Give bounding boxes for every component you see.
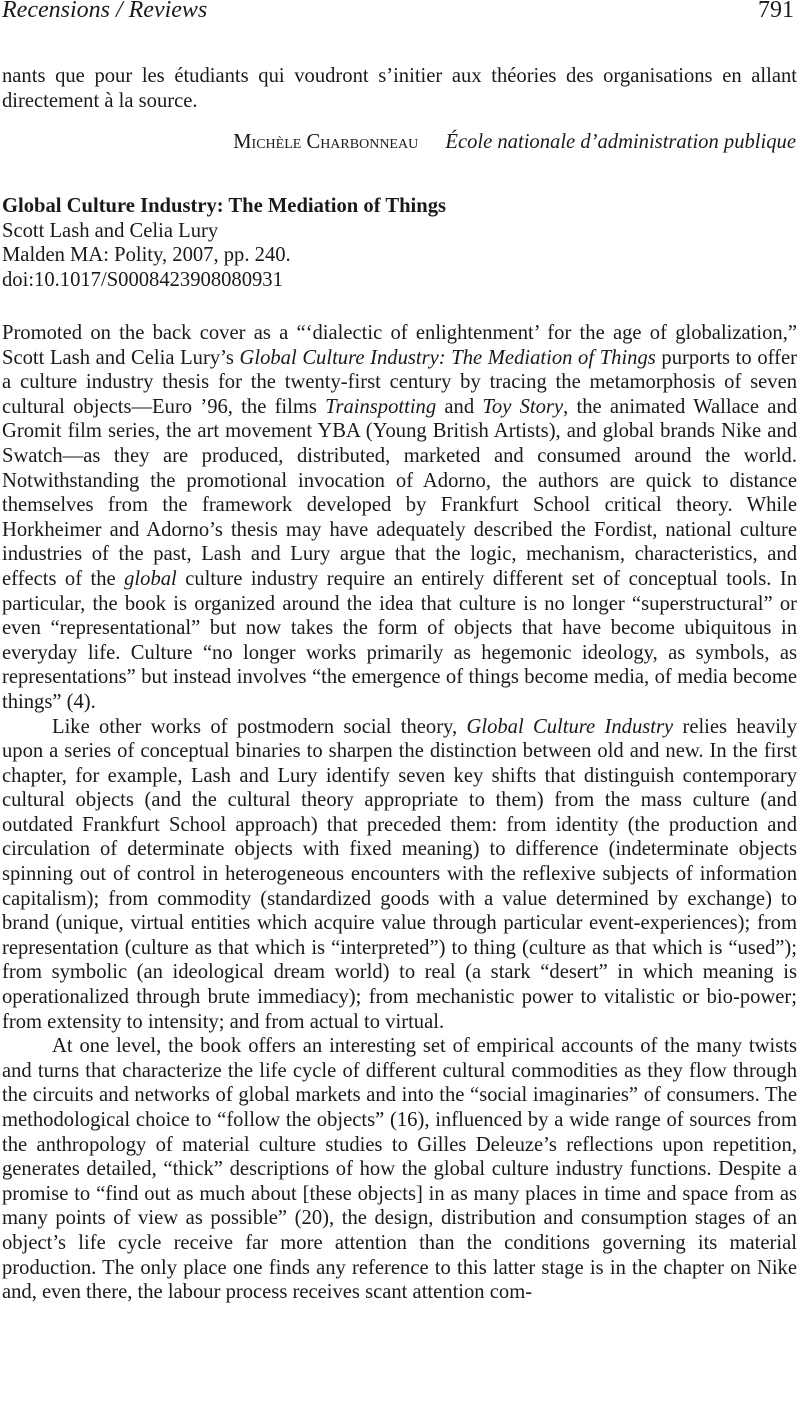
book-title: Global Culture Industry: The Mediation of Things [2, 195, 447, 217]
text-run: relies heavily upon a series of conceptual binaries to sharpen the distinction between old and new. In the first chapter, for example, Lash and Lury identify seven key shifts that distinguish contemporary cultural objects (and the cultural theory appropriate to them) from the mass culture (and outdated Frankfurt School approach) that preceded them: from identity (the production and circulation of determinate objects with fixed meaning) to difference (indeterminate objects spinning out of control in heterogeneous encounters with the reflexive subjects of information capitalism); from commodity (standardized goods with a value determined by exchange) to brand (unique, virtual entities which acquire value through particular event-experiences); from representation (culture as that which is “interpreted”) to thing (culture as that which is “used”); from symbolic (an ideological dream world) to real (a stark “desert” in which meaning is operationalized through brute immediacy); from mechanistic power to vitalistic or bio-power; from extensity to intensity; and from actual to virtual. [2, 715, 797, 1033]
reviewer-name: Michèle Charbonneau [233, 131, 419, 153]
text-run: Promoted on the back cover as a “‘dialectic of enlightenment’ for the age of globalization,” Scott Lash and Celia Lury’s [2, 322, 797, 369]
emphasis-italic: global [124, 567, 177, 590]
book-authors: Scott Lash and Celia Lury [2, 219, 219, 242]
book-title-italic: Global Culture Industry: The Mediation of Things [239, 346, 656, 369]
text-run: purports to offer a culture industry thesis for the twenty-first century by tracing the metamorphosis of seven cultural objects—Euro ’96, the films [2, 346, 797, 418]
review-body [2, 321, 797, 1305]
review-paragraph-2 [2, 715, 797, 1035]
film-title-italic: Trainspotting [325, 395, 437, 418]
running-header-journal: Recensions / Reviews [2, 0, 208, 23]
book-doi: doi:10.1017/S0008423908080931 [2, 268, 283, 291]
film-title-italic: Toy Story [482, 395, 564, 418]
book-publication: Malden MA: Polity, 2007, pp. 240. [2, 244, 291, 266]
text-run: and [436, 395, 483, 418]
reviewer-institution: École nationale d’administration publique [445, 131, 796, 153]
text-run: culture industry require an entirely different set of conceptual tools. In particular, the book is organized around the idea that culture is no longer “superstructural” or even “representational” but now takes the form of objects that have become ubiquitous in everyday life. Culture “no longer works primarily as hegemonic ideology, as symbols, as representations” but instead involves “the emergence of things become media, of media become things” (4). [2, 567, 797, 713]
review-paragraph-1 [2, 321, 797, 715]
book-title-italic: Global Culture Industry [466, 715, 674, 738]
review-paragraph-3: At one level, the book offers an interesting set of empirical accounts of the many twists and turns that characterize the life cycle of different cultural commodities as they flow through the circuits and networks of global markets and into the “social imaginaries” of consumers. The methodological choice to “follow the objects” (16), influenced by a wide range of sources from the anthropology of material culture studies to Gilles Deleuze’s reflections upon repetition, generates detailed, “thick” descriptions of how the global culture industry functions. Despite a promise to “find out as much about [these objects] in as many places in time and space from as many points of view as possible” (20), the design, distribution and consumption stages of an object’s life cycle receive far more attention than the conditions governing its material production. The only place one finds any reference to this latter stage is in the chapter on Nike and, even there, the labour process receives scant attention com- [2, 1035, 797, 1304]
previous-review-signature [233, 131, 796, 154]
book-citation [2, 194, 446, 292]
text-run: , the animated Wallace and Gromit film series, the art movement YBA (Young British Artists), and global brands Nike and Swatch—as they are produced, distributed, marketed and consumed around the world. Notwithstanding the promotional invocation of Adorno, the authors are quick to distance themselves from the framework developed by Frankfurt School critical theory. While Horkheimer and Adorno’s thesis may have adequately described the Fordist, national culture industries of the past, Lash and Lury argue that the logic, mechanism, characteristics, and effects of the [2, 395, 797, 590]
page-number: 791 [758, 0, 794, 23]
continued-paragraph: nants que pour les étudiants qui voudront s’initier aux théories des organisations en allant directement à la source. [2, 65, 797, 112]
text-run: Like other works of postmodern social theory, [52, 715, 467, 738]
